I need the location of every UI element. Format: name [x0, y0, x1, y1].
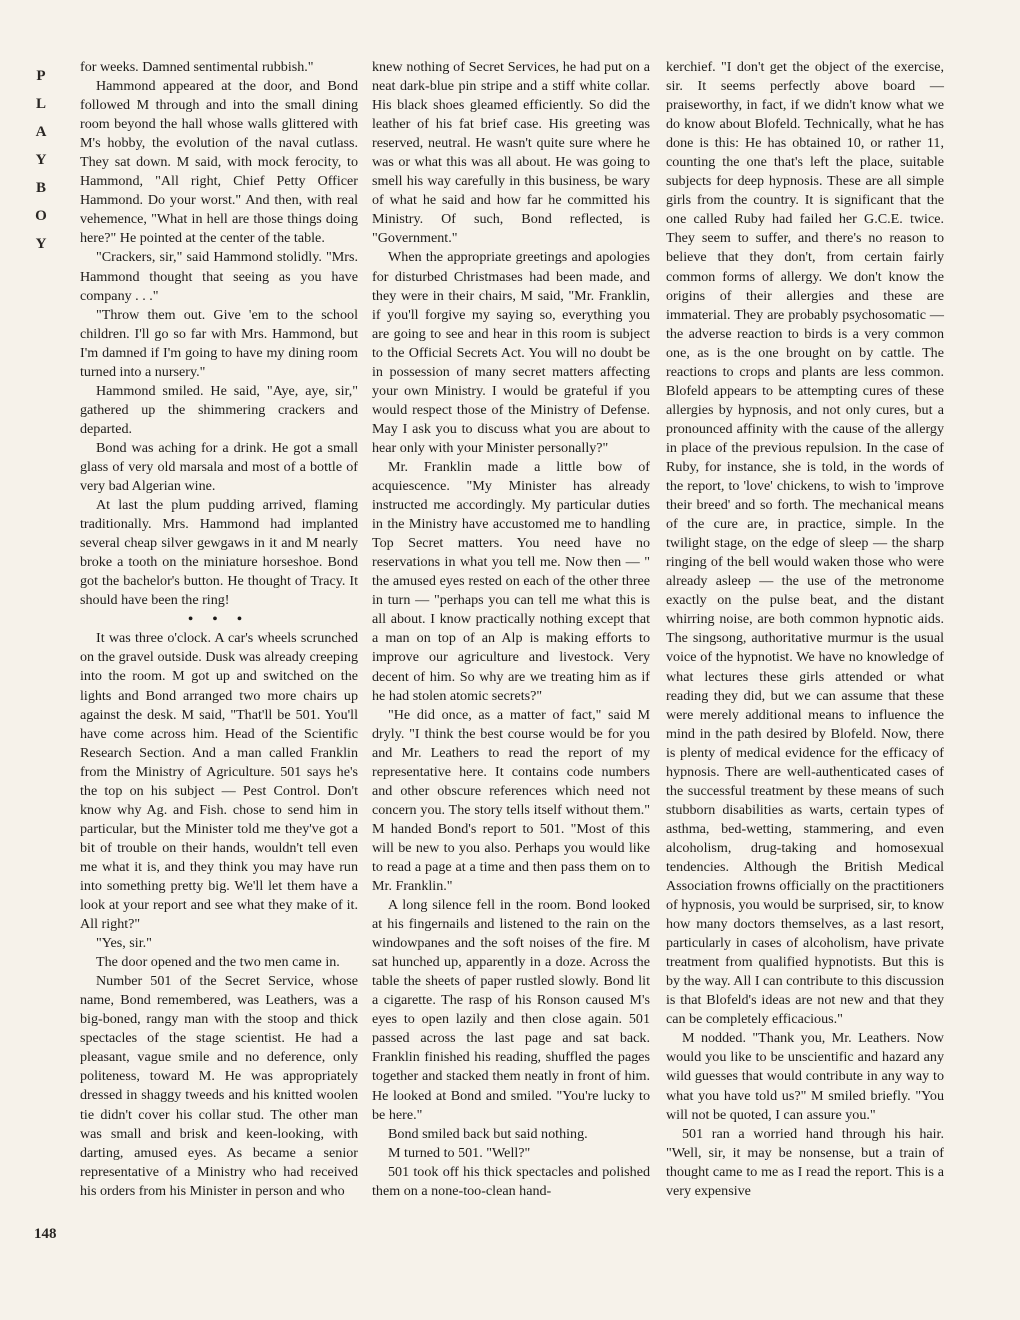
running-head-letter: O	[35, 208, 47, 224]
paragraph: "He did once, as a matter of fact," said M dryly. "I think the best course would be for you and Mr. Leathers to read the report of my representative here. It contains code numbers and other obscure references which need not concern you. The story tells itself without them." M handed Bond's report to 501. "Most of this will be new to you also. Perhaps you would like to read a page at a time and then pass them on to Mr. Franklin."	[372, 706, 650, 895]
paragraph: Mr. Franklin made a little bow of acquiescence. "My Minister has already instructed me accordingly. My particular duties in the Ministry have accustomed me to handling Top Secret matters. You need have no reservations in what you tell me. Now then — " the amused eyes rested on each of the other three in turn — "perhaps you can tell me what this is all about. I know practically nothing except that a man on top of an Alp is making efforts to improve our agriculture and livestock. Very decent of him. So why are we treating him as if he had stolen atomic secrets?"	[372, 458, 650, 704]
running-head-letter: B	[35, 180, 46, 196]
paragraph: The door opened and the two men came in.	[96, 954, 340, 971]
paragraph: A long silence fell in the room. Bond looked at his fingernails and listened to the rain on the windowpanes and the soft noises of the fire. M sat hunched up, apparently in a doze. Across the table the sheets of paper rustled slowly. Bond lit a cigarette. The rasp of his Ronson caused M's eyes to open lazily and then close again. 501 passed across the last page and sat back. Franklin finished his reading, shuffled the pages together and stacked them neatly in front of him. He looked at Bond and smiled. "You're lucky to be here."	[372, 897, 650, 1123]
text-column-1	[80, 58, 358, 1201]
paragraph: "Throw them out. Give 'em to the school children. I'll go so far with Mrs. Hammond, but I'm damned if I'm going to have my dining room turned into a nursery."	[80, 306, 358, 380]
running-head-letter: P	[36, 68, 46, 84]
paragraph: "Yes, sir."	[96, 935, 152, 952]
paragraph: Number 501 of the Secret Service, whose name, Bond remembered, was Leathers, was a big-boned, rangy man with the stoop and thick spectacles of the stage scientist. He had a pleasant, vague smile and no deference, only politeness, toward M. He was appropriately dressed in shaggy tweeds and his knitted woolen tie didn't cover his collar stud. The other man was small and brisk and keen-looking, with darting, amused eyes. As became a senior representative of a Ministry who had received his orders from his Minister in person and who	[80, 973, 358, 1199]
section-separator: • • •	[188, 611, 250, 628]
paragraph: 501 ran a worried hand through his hair. "Well, sir, it may be nonsense, but a train of thought came to me as I read the report. This is a very expensive	[666, 1125, 944, 1199]
running-head-letter: Y	[35, 236, 47, 252]
running-head-letter: A	[35, 124, 47, 140]
paragraph: M turned to 501. "Well?"	[388, 1144, 531, 1161]
paragraph: M nodded. "Thank you, Mr. Leathers. Now would you like to be unscientific and hazard any wild guesses that would contribute in any way to what you have told us?" M smiled briefly. "You will not be quoted, I can assure you."	[666, 1030, 944, 1123]
text-column-3	[666, 58, 944, 1201]
paragraph: When the appropriate greetings and apologies for disturbed Christmases had been made, and they were in their chairs, M said, "Mr. Franklin, if you'll forgive my saying so, everything you are going to see and hear in this room is subject to the Official Secrets Act. You will no doubt be in possession of many secret matters affecting your own Ministry. I would be grateful if you would respect those of the Ministry of Defense. May I ask you to discuss what you are about to hear only with your Minister personally?"	[372, 249, 650, 456]
paragraph: At last the plum pudding arrived, flaming traditionally. Mrs. Hammond had implanted several cheap silver gewgaws in it and M nearly broke a tooth on the miniature horseshoe. Bond got the bachelor's button. He thought of Tracy. It should have been the ring!	[80, 497, 358, 609]
paragraph: Bond smiled back but said nothing.	[388, 1125, 588, 1142]
paragraph: Hammond smiled. He said, "Aye, aye, sir," gathered up the shimmering crackers and departed.	[80, 382, 358, 437]
running-head-letter: L	[35, 96, 46, 112]
running-head	[30, 62, 52, 258]
paragraph: kerchief. "I don't get the object of the exercise, sir. It seems perfectly above board — praiseworthy, in fact, if we didn't know what we do know about Blofeld. Technically, what he has done is this: He has obtained 10, or rather 11, counting the one that's left the place, suitable subjects for deep hypnosis. These are all simple girls from the country. It is significant that the one called Ruby had failed her G.C.E. twice. They seem to suffer, and there's no reason to believe that they don't, from certain fairly common forms of allergy. We don't know the origins of their allergies and these are immaterial. They are probably psychosomatic — the adverse reaction to birds is a very common one, as is the one brought on by cattle. The reactions to crops and plants are less common. Blofeld appears to be attempting cures of these allergies by hypnosis, and not only cures, but a pronounced affinity with the cause of the allergy in place of the previous repulsion. In the case of Ruby, for instance, she is told, in the words of the report, to 'love' chickens, to wish to 'improve their breed' and so forth. The mechanical means of the cure are, in practice, simple. In the twilight stage, on the edge of sleep — the sharp ringing of the bell would waken those who were already asleep — the use of the metronome exactly on the pulse beat, and the distant whirring noise, are both common hypnotic aids. The singsong, authoritative murmur is the usual voice of the hypnotist. We have no knowledge of what lectures these girls attended or what reading they did, but we can assume that these were merely additional means to influence the mind in the path desired by Blofeld. Now, there is plenty of medical evidence for the efficacy of hypnosis. There are well-authenticated cases of the successful treatment by these means of such stubborn disabilities as warts, certain types of asthma, bed-wetting, stammering, and even alcoholism, drug-taking and homosexual tendencies. Although the British Medical Association frowns officially on the practitioners of hypnosis, you would be surprised, sir, to know how many doctors themselves, as a last resort, particularly in cases of alcoholism, have private treatment from qualified hypnotists. But this is by the way. All I can contribute to this discussion is that Blofeld's ideas are not new and that they can be completely efficacious."	[666, 59, 944, 1028]
paragraph: knew nothing of Secret Services, he had put on a neat dark-blue pin stripe and a stiff white collar. His black shoes gleamed efficiently. So did the leather of his fat brief case. His greeting was reserved, neutral. He wasn't quite sure where he was or what this was all about. He was going to smell his way carefully in this business, be wary of what he said and how far he committed his Ministry. Of such, Bond reflected, is "Government."	[372, 59, 650, 247]
page-number: 148	[34, 1226, 57, 1242]
running-head-letter: Y	[35, 152, 47, 168]
paragraph: Bond was aching for a drink. He got a small glass of very old marsala and most of a bottle of very bad Algerian wine.	[80, 439, 358, 495]
paragraph: Hammond appeared at the door, and Bond followed M through and into the small dining room beyond the hall whose walls glittered with M's hobby, the evolution of the naval cutlass. They sat down. M said, with mock ferocity, to Hammond, "All right, Chief Petty Officer Hammond. Do your worst." And then, with real vehemence, "What in hell are those things doing here?" He pointed at the center of the table.	[80, 78, 358, 247]
paragraph: "Crackers, sir," said Hammond stolidly. "Mrs. Hammond thought that seeing as you have company . . ."	[80, 249, 358, 304]
text-column-2	[372, 58, 650, 1201]
paragraph: 501 took off his thick spectacles and polished them on a none-too-clean hand-	[372, 1163, 650, 1199]
paragraph: for weeks. Damned sentimental rubbish."	[80, 59, 314, 75]
paragraph: It was three o'clock. A car's wheels scrunched on the gravel outside. Dusk was already creeping into the room. M got up and switched on the lights and Bond arranged two more chairs up against the desk. M said, "That'll be 501. You'll have come across him. Head of the Scientific Research Section. And a man called Franklin from the Ministry of Agriculture. 501 says he's the top on his subject — Pest Control. Don't know why Ag. and Fish. chose to send him in particular, but the Minister told me they've got a bit of trouble on their hands, wouldn't tell even me what it is, and they think you may have run into something pretty big. We'll let them have a look at your report and see what they make of it. All right?"	[80, 630, 358, 933]
